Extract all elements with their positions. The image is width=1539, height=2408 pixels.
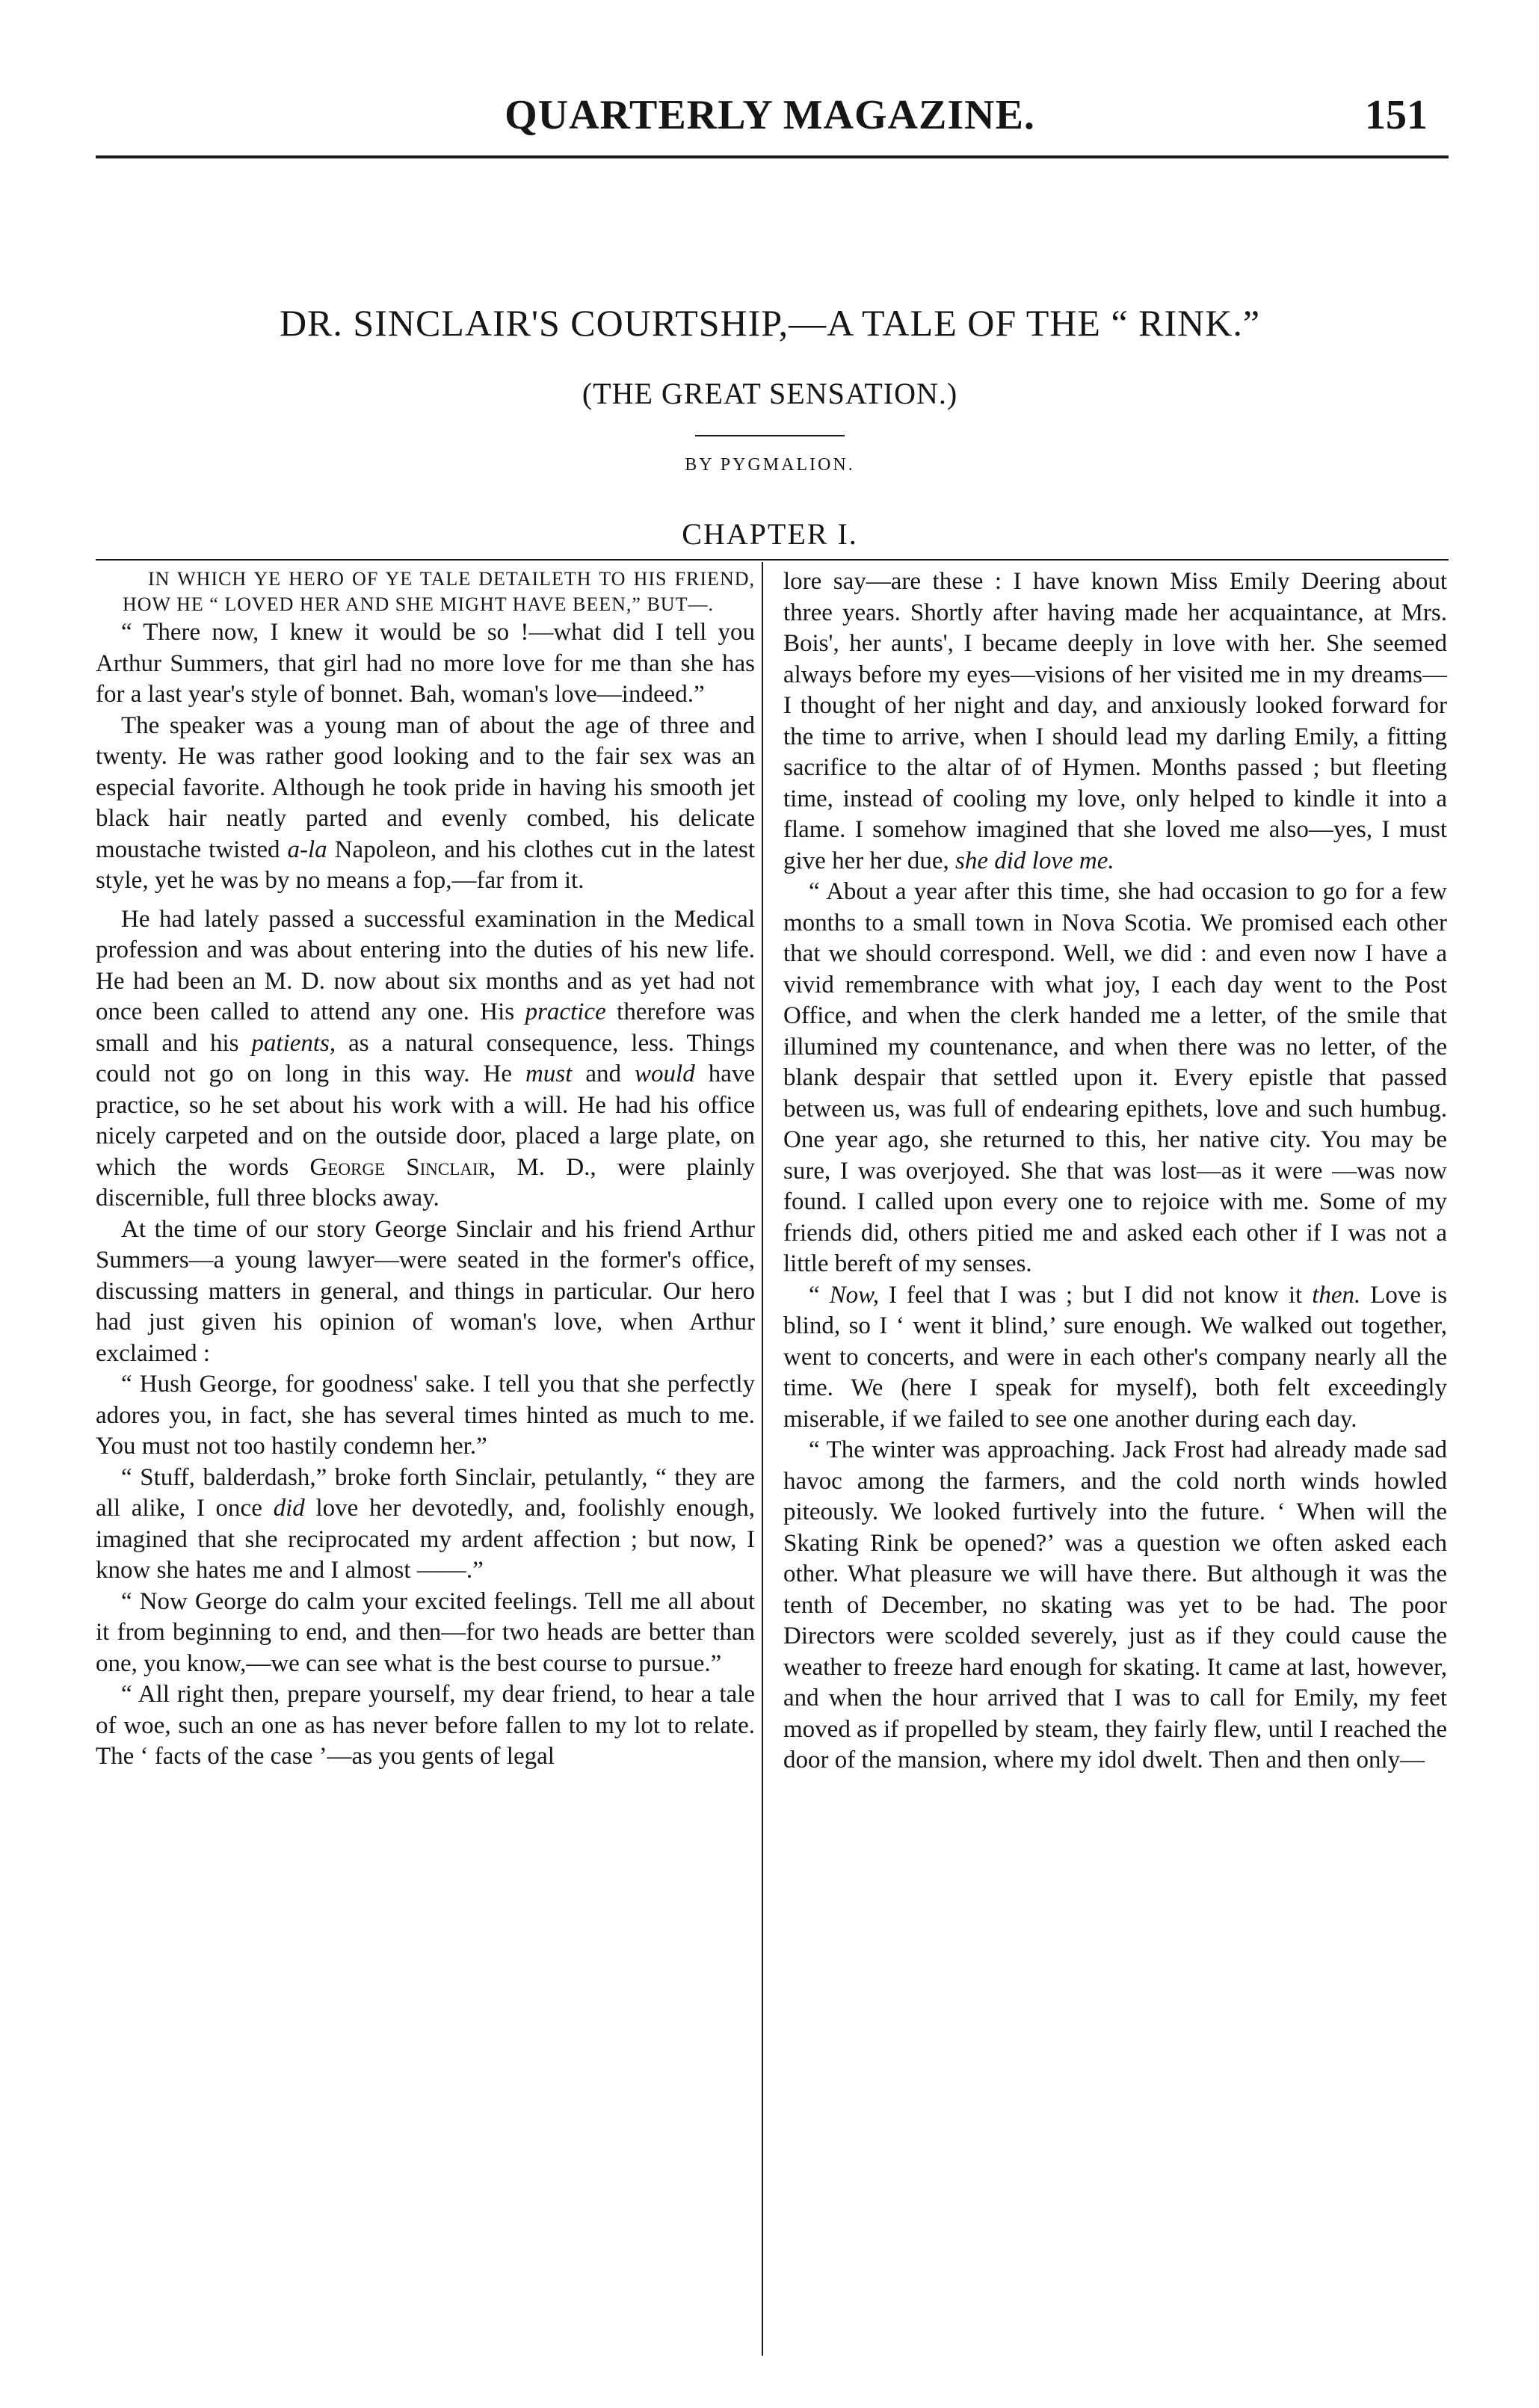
- byline: BY PYGMALION.: [685, 455, 855, 475]
- paragraph: At the time of our story George Sinclair and his friend Arthur Summers—a young lawyer—were seated in the former's office, discussing matters in general, and things in particular. Our hero had just given his opinion of woman's love, when Arthur exclaimed :: [96, 1215, 755, 1367]
- italic-text: must: [525, 1061, 573, 1087]
- text-run: therefore was small and his: [96, 998, 756, 1057]
- page-number: 151: [1365, 92, 1428, 138]
- column-divider: [762, 562, 763, 2356]
- paragraph: “ There now, I knew it would be so !—what did I tell you Arthur Summers, that girl had no more love for me than she has for a last year's style of bonnet. Bah, woman's love—indeed.”: [96, 619, 755, 708]
- paragraph: [96, 1463, 755, 1587]
- running-head: [112, 88, 1428, 142]
- paragraph: “ Now George do calm your excited feelings. Tell me all about it from beginning to end, and then—for two heads are better than one, you know,—we can see what is the best course to pursue.”: [96, 1587, 755, 1677]
- text-run: M. D., were plainly discernible, full three blocks away.: [96, 1153, 755, 1211]
- text-run: have practice, so he set about his work with a will. He had his office nicely carpeted and on the outside door, placed a large plate, on which the words: [96, 1061, 756, 1181]
- paragraph: “ About a year after this time, she had occasion to go for a few months to a small town in Nova Scotia. We promised each other that we should correspond. Well, we did : and even now I have a vivid remembrance with what joy, I each day went to the Post Office, and when the clerk handed me a letter, of the smile that illumined my countenance, and when there was no letter, of the blank despair that settled upon it. Every epistle that passed between us, was full of endearing epithets, love and such humbug. One year ago, she returned to this, her native city. You may be sure, I was overjoyed. She that was lost—as it were —was now found. I called upon every one to rejoice with me. Some of my friends did, others pitied me and asked each other if I was not a little bereft of my senses.: [783, 878, 1447, 1277]
- right-column: [783, 567, 1447, 1776]
- text-run: Napoleon, and his clothes cut in the latest style, yet he was by no means a fop,—far from it.: [96, 836, 756, 894]
- story-title: DR. SINCLAIR'S COURTSHIP,—A TALE OF THE “ RINK.”: [279, 302, 1261, 344]
- text-run: The speaker was a young man of about the age of three and twenty. He was rather good looking and to the fair sex was an especial favorite. Although he took pride in having his smooth jet black hair neatly parted and evenly combed, his delicate moustache twisted: [96, 711, 755, 863]
- text-run: lore say—are these : I have known Miss Emily Deering about three years. Shortly after having made her acquaintance, at Mrs. Bois', her aunts', I became deeply in love with her. She seemed always before my eyes—visions of her visited me in my dreams—I thought of her night and day, and anxiously looked forward for the time to arrive, when I should lead my darling Emily, a fitting sacrifice to the altar of of Hymen. Months passed ; but fleeting time, instead of cooling my love, only helped to kindle it into a flame. I somehow imagined that she loved me also—yes, I must give her her due,: [783, 568, 1447, 874]
- italic-text: she did love me.: [955, 847, 1114, 874]
- paragraph: “ All right then, prepare yourself, my dear friend, to hear a tale of woe, such an one as has never before fallen to my lot to relate. The ‘ facts of the case ’—as you gents of legal: [96, 1681, 755, 1770]
- left-column: [96, 567, 755, 1773]
- italic-text: patients,: [251, 1029, 336, 1057]
- chapter-heading: CHAPTER I.: [682, 517, 858, 551]
- running-title: QUARTERLY MAGAZINE.: [505, 92, 1035, 138]
- text-run: He had lately passed a successful examination in the Medical profession and was about entering into the duties of his new life. He had been an M. D. now about six months and as yet had not once been called to attend any one. His: [96, 905, 755, 1025]
- italic-text: did: [273, 1495, 305, 1522]
- paragraph: [783, 1280, 1447, 1436]
- text-run: love her devotedly, and, foolishly enough, imagined that she reciprocated my ardent affection ; but now, I know she hates me and I almost ——.”: [96, 1495, 755, 1584]
- text-run: I feel that I was ; but I did not know it: [888, 1281, 1303, 1309]
- text-run: “: [809, 1281, 820, 1309]
- story-subtitle: (THE GREAT SENSATION.): [582, 377, 958, 410]
- paragraph: [783, 567, 1447, 877]
- chapter-rule: [96, 559, 1449, 561]
- paragraph: “ Hush George, for goodness' sake. I tell you that she perfectly adores you, in fact, she has several times hinted as much to me. You must not too hastily condemn her.”: [96, 1371, 755, 1460]
- header-rule: [96, 155, 1449, 158]
- italic-text: would: [635, 1061, 695, 1087]
- paragraph: [96, 904, 755, 1214]
- italic-text: then.: [1312, 1281, 1361, 1309]
- chapter-argument: IN WHICH YE HERO OF YE TALE DETAILETH TO HIS FRIEND, HOW HE “ LOVED HER AND SHE MIGHT HAVE BEEN,” BUT—.: [123, 568, 755, 615]
- paragraph: [96, 711, 755, 897]
- italic-text: Now,: [829, 1281, 879, 1309]
- italic-text: practice: [525, 998, 606, 1025]
- title-rule: [695, 435, 845, 436]
- paragraph: “ The winter was approaching. Jack Frost had already made sad havoc among the farmers, and the cold north winds howled piteously. We looked furtively into the future. ‘ When will the Skating Rink be opened?’ was a question we often asked each other. What pleasure we will have there. But although it was the tenth of December, no skating was yet to be had. The poor Directors were scolded severely, just as if they could cause the weather to freeze hard enough for skating. It came at last, however, and when the hour arrived that I was to call for Emily, my feet moved as if propelled by steam, they fairly flew, until I reached the door of the mansion, where my idol dwelt. Then and then only—: [783, 1436, 1447, 1773]
- text-run: and: [585, 1061, 622, 1087]
- text-run: Love is blind, so I ‘ went it blind,’ sure enough. We walked out together, went to concerts, and were in each other's company nearly all the time. We (here I speak for myself), both felt exceedingly miserable, if we failed to see one another during each day.: [783, 1281, 1448, 1433]
- small-caps-text: George Sinclair,: [309, 1153, 496, 1181]
- text-run: “ Stuff, balderdash,” broke forth Sinclair, petulantly, “ they are all alike, I once: [96, 1463, 755, 1522]
- text-run: as a natural consequence, less. Things could not go on long in this way. He: [96, 1029, 756, 1087]
- italic-text: a-la: [287, 836, 327, 863]
